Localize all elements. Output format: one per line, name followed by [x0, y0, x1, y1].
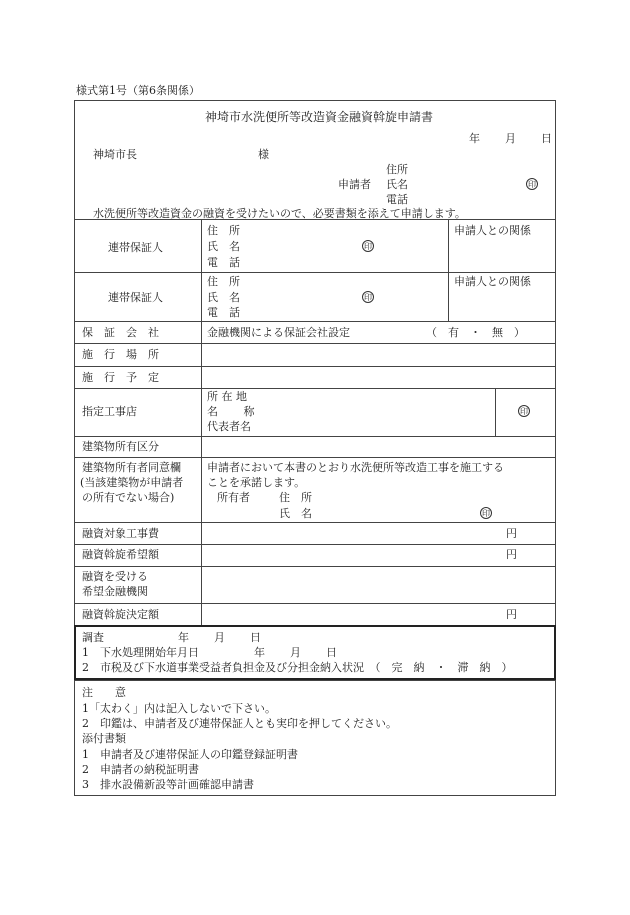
divider: [74, 566, 556, 567]
application-statement: 水洗便所等改造資金の融資を受けたいので、必要書類を添えて申請します。: [93, 207, 466, 220]
guarantor-1-phone-label: 電 話: [207, 256, 240, 269]
survey-year: 年: [178, 631, 189, 644]
attachment-item: 3 排水設備新設等計画確認申請書: [82, 778, 254, 791]
owner-consent-label-1: 建築物所有者同意欄: [82, 461, 181, 474]
date-month: 月: [505, 132, 516, 145]
seal-mark: 印: [364, 293, 372, 302]
notes-header: 注 意: [82, 686, 126, 699]
column-divider: [448, 219, 449, 272]
contractor-location-label: 所 在 地: [207, 390, 247, 403]
contractor-label: 指定工事店: [82, 405, 137, 418]
construction-schedule-label: 施 行 予 定: [82, 371, 159, 384]
applicant-label: 申請者: [338, 178, 371, 191]
guarantor-1-address-label: 住 所: [207, 224, 240, 237]
owner-consent-label-3: の所有でない場合): [82, 491, 175, 504]
guarantor-2-name-label: 氏 名: [207, 291, 240, 304]
seal-mark: 印: [528, 180, 536, 189]
divider: [74, 272, 556, 273]
survey-item-1: 1 下水処理開始年月日: [82, 646, 199, 659]
survey-month: 月: [214, 631, 225, 644]
owner-consent-text-1: 申請者において本書のとおり水洗便所等改造工事を施工する: [207, 461, 504, 474]
divider: [74, 544, 556, 545]
guarantee-company-label: 保 証 会 社: [82, 326, 159, 339]
note-item: 2 印鑑は、申請者及び連帯保証人とも実印を押してください。: [82, 717, 397, 730]
guarantee-company-options: （ 有 ・ 無 ）: [426, 326, 525, 339]
owner-consent-text-2: ことを承諾します。: [207, 476, 306, 489]
divider: [74, 522, 556, 523]
note-item: 1「太わく」内は記入しないで下さい。: [82, 702, 276, 715]
addressee-mayor: 神埼市長: [93, 148, 137, 161]
guarantee-company-text: 金融機関による保証会社設定: [207, 326, 350, 339]
guarantor-2-label: 連帯保証人: [108, 291, 163, 304]
divider: [74, 680, 556, 681]
divider: [74, 603, 556, 604]
attachments-header: 添付書類: [82, 732, 126, 745]
survey-item-1-year: 年: [254, 646, 265, 659]
bank-label-2: 希望金融機関: [82, 585, 148, 598]
ownership-label: 建築物所有区分: [82, 440, 159, 453]
survey-item-1-month: 月: [290, 646, 301, 659]
column-divider: [448, 272, 449, 321]
column-divider: [495, 388, 496, 436]
applicant-phone-label: 電話: [386, 193, 408, 206]
guarantor-1-label: 連帯保証人: [108, 241, 163, 254]
form-title: 神埼市水洗便所等改造資金融資斡旋申請書: [205, 110, 434, 124]
owner-name-label: 氏 名: [279, 507, 312, 520]
column-divider: [201, 219, 202, 625]
guarantor-1-name-label: 氏 名: [207, 240, 240, 253]
contractor-representative-label: 代表者名: [207, 420, 251, 433]
date-day: 日: [541, 132, 552, 145]
bank-label-1: 融資を受ける: [82, 570, 148, 583]
divider: [74, 436, 556, 437]
seal-mark: 印: [364, 242, 372, 251]
yen-unit: 円: [506, 548, 517, 561]
survey-item-2: 2 市税及び下水道事業受益者負担金及び分担金納入状況 （ 完 納 ・ 滞 納 ）: [82, 661, 513, 674]
yen-unit: 円: [506, 527, 517, 540]
date-year: 年: [469, 132, 480, 145]
guarantor-2-address-label: 住 所: [207, 275, 240, 288]
divider: [74, 321, 556, 322]
seal-mark: 印: [520, 407, 528, 416]
contractor-name-label: 名 称: [207, 405, 255, 418]
construction-site-label: 施 行 場 所: [82, 348, 159, 361]
guarantor-1-relation-label: 申請人との関係: [454, 224, 531, 237]
yen-unit: 円: [506, 608, 517, 621]
survey-item-1-day: 日: [326, 646, 337, 659]
addressee-honorific: 様: [258, 148, 269, 161]
applicant-name-label: 氏名: [386, 178, 408, 191]
divider: [74, 366, 556, 367]
applicant-address-label: 住所: [386, 163, 408, 176]
divider: [74, 388, 556, 389]
survey-label: 調査: [82, 631, 104, 644]
divider: [74, 343, 556, 344]
loan-decided-label: 融資斡旋決定額: [82, 608, 159, 621]
attachment-item: 2 申請者の納税証明書: [82, 763, 199, 776]
form-number: 様式第1号（第6条関係）: [76, 84, 200, 97]
owner-consent-label-2: (当該建築物が申請者: [80, 476, 184, 489]
attachment-item: 1 申請者及び連帯保証人の印鑑登録証明書: [82, 748, 298, 761]
guarantor-2-phone-label: 電 話: [207, 306, 240, 319]
owner-address-label: 住 所: [279, 491, 312, 504]
owner-label: 所有者: [217, 491, 250, 504]
loan-cost-label: 融資対象工事費: [82, 527, 159, 540]
divider: [74, 457, 556, 458]
survey-day: 日: [250, 631, 261, 644]
guarantor-2-relation-label: 申請人との関係: [454, 275, 531, 288]
seal-mark: 印: [482, 509, 490, 518]
loan-desired-label: 融資斡旋希望額: [82, 548, 159, 561]
